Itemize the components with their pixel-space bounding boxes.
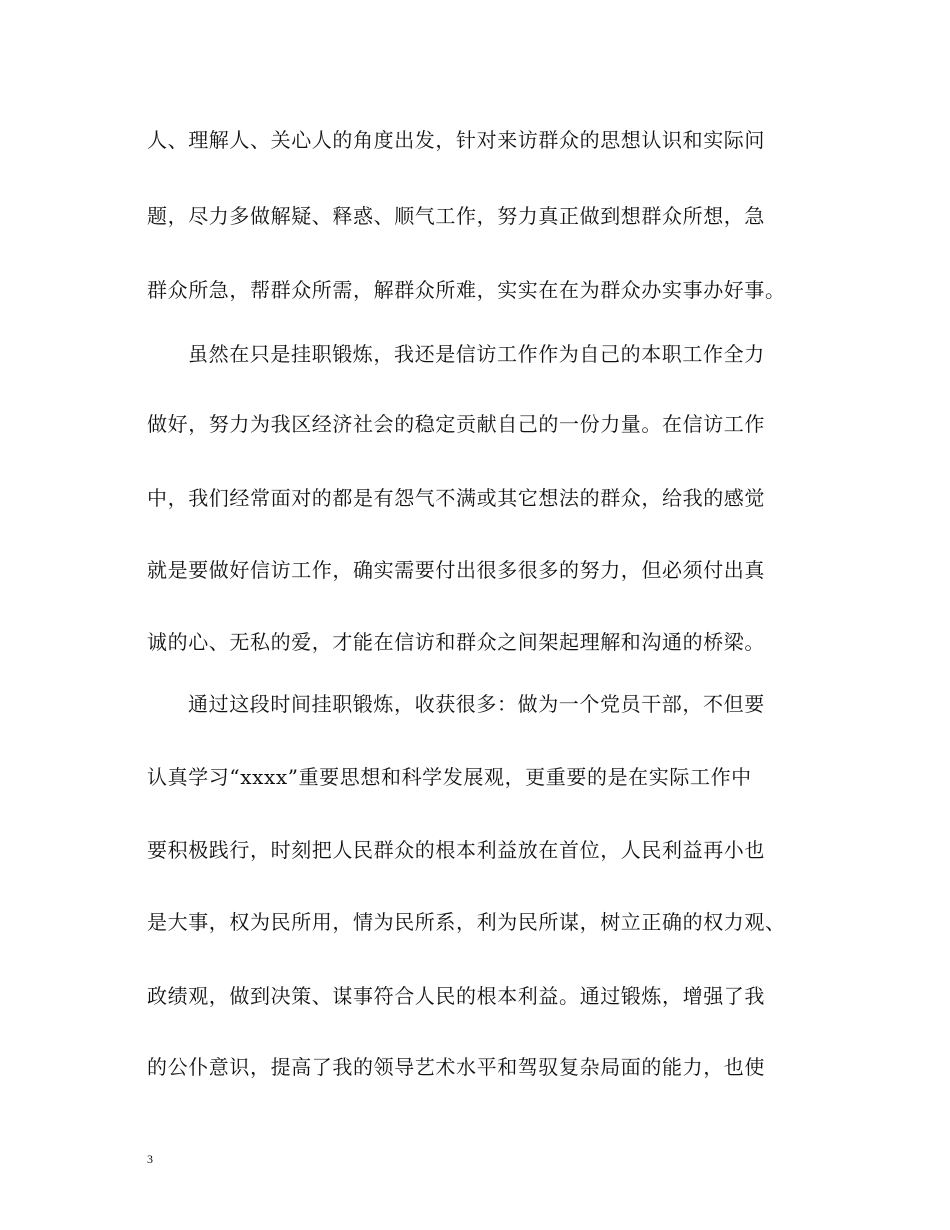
text-line: 就是要做好信访工作，确实需要付出很多很多的努力，但必须付出真	[147, 558, 765, 582]
text-line: 中，我们经常面对的都是有怨气不满或其它想法的群众，给我的感觉	[147, 486, 765, 510]
paragraph-start-line: 通过这段时间挂职锻炼，收获很多：做为一个党员干部，不但要	[188, 692, 765, 716]
text-line: 要积极践行，时刻把人民群众的根本利益放在首位，人民利益再小也	[147, 838, 765, 862]
text-line: 群众所急，帮群众所需，解群众所难，实实在在为群众办实事办好事。	[147, 278, 786, 302]
paragraph-start-line: 虽然在只是挂职锻炼，我还是信访工作作为自己的本职工作全力	[188, 342, 765, 366]
text-line: 是大事，权为民所用，情为民所系，利为民所谋，树立正确的权力观、	[147, 910, 786, 934]
text-line: 人、理解人、关心人的角度出发，针对来访群众的思想认识和实际问	[147, 128, 765, 152]
text-line: 做好，努力为我区经济社会的稳定贡献自己的一份力量。在信访工作	[147, 412, 765, 436]
text-line: 的公仆意识，提高了我的领导艺术水平和驾驭复杂局面的能力，也使	[147, 1055, 765, 1079]
text-line: 题，尽力多做解疑、释惑、顺气工作，努力真正做到想群众所想，急	[147, 204, 765, 228]
text-line: 诚的心、无私的爱，才能在信访和群众之间架起理解和沟通的桥梁。	[147, 630, 765, 654]
text-line: 认真学习“xxxx”重要思想和科学发展观，更重要的是在实际工作中	[147, 765, 752, 789]
text-line: 政绩观，做到决策、谋事符合人民的根本利益。通过锻炼，增强了我	[147, 984, 765, 1008]
page-number: 3	[147, 1152, 153, 1166]
